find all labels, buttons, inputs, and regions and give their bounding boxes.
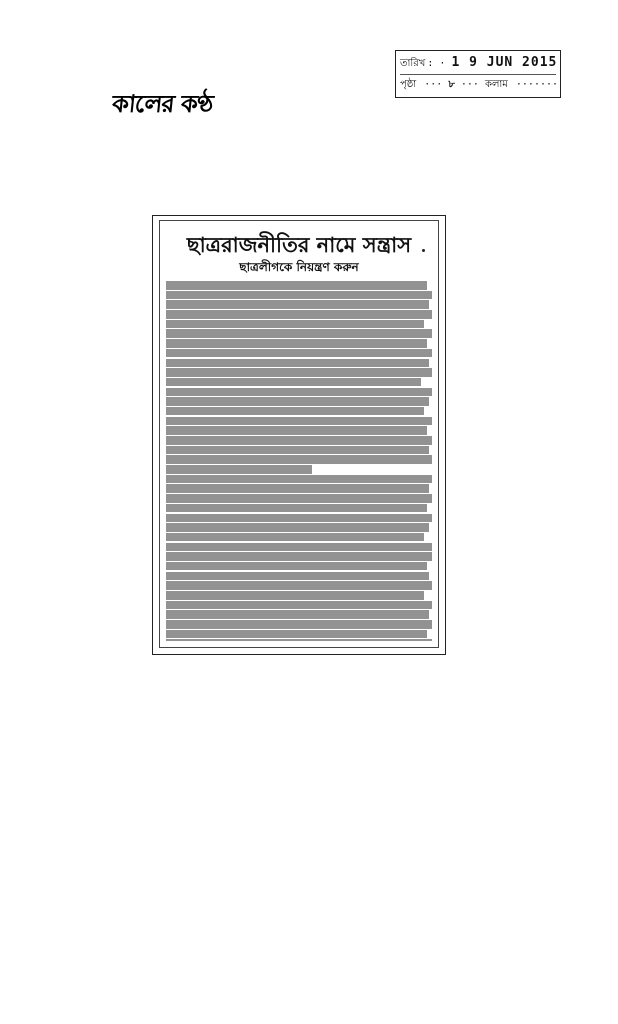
- body-text-line: [166, 368, 432, 377]
- stamp-date-label: তারিখ: [400, 58, 426, 69]
- body-text-line: [166, 359, 429, 368]
- body-text-line: [166, 523, 429, 532]
- stamp-date-row: তারিখ : · 1 9 JUN 2015: [400, 55, 558, 70]
- stamp-page-label: পৃষ্ঠা: [400, 79, 417, 90]
- body-text-line: [166, 514, 432, 523]
- body-text-line: [166, 533, 424, 542]
- body-text-line: [166, 320, 424, 329]
- body-text-line: [166, 378, 421, 387]
- article-frame: [159, 220, 439, 648]
- body-text-line: [166, 397, 429, 406]
- stamp-date-value: 1 9 JUN 2015: [451, 55, 558, 70]
- stamp-page-value: ৮: [448, 79, 455, 90]
- article-body: [166, 281, 432, 641]
- body-text-line: [166, 504, 427, 513]
- body-text-line: [166, 591, 424, 600]
- body-text-line: [166, 281, 427, 290]
- body-text-line: [166, 310, 432, 319]
- body-text-line: [166, 300, 429, 309]
- body-text-line: [166, 407, 424, 416]
- body-text-line: [166, 620, 432, 629]
- body-text-line: [166, 601, 432, 610]
- body-text-line: [166, 455, 432, 464]
- body-text-line: [166, 329, 432, 338]
- body-text-line: [166, 494, 432, 503]
- archive-stamp: [395, 50, 561, 98]
- stamp-column-label: কলাম: [484, 79, 508, 90]
- body-text-line: [166, 349, 432, 358]
- article-subheadline: ছাত্রলীগকে নিয়ন্ত্রণ করুন: [239, 260, 359, 274]
- body-text-line: [166, 339, 427, 348]
- body-text-line: [166, 465, 312, 474]
- stamp-page-row: পৃষ্ঠা ··· ৮ ··· কলাম ·······: [400, 74, 556, 95]
- body-text-line: [166, 446, 429, 455]
- body-text-line: [166, 552, 432, 561]
- body-text-line: [166, 562, 427, 571]
- body-text-line: [166, 436, 432, 445]
- article-headline: ছাত্ররাজনীতির নামে সন্ত্রাস: [186, 232, 412, 257]
- body-text-line: [166, 291, 432, 300]
- article-clipping: [152, 215, 446, 655]
- body-text-line: [166, 610, 429, 619]
- body-text-line: [166, 484, 429, 493]
- body-text-line: [166, 543, 432, 552]
- body-text-line: [166, 475, 432, 484]
- body-text-line: [166, 572, 429, 581]
- speck: [422, 249, 425, 252]
- body-text-line: [166, 388, 432, 397]
- body-text-line: [166, 426, 427, 435]
- body-text-line: [166, 630, 427, 639]
- body-text-line: [166, 417, 432, 426]
- body-text-line: [166, 581, 432, 590]
- newspaper-masthead: কালের কণ্ঠ: [110, 89, 215, 118]
- body-text-line: [166, 639, 432, 641]
